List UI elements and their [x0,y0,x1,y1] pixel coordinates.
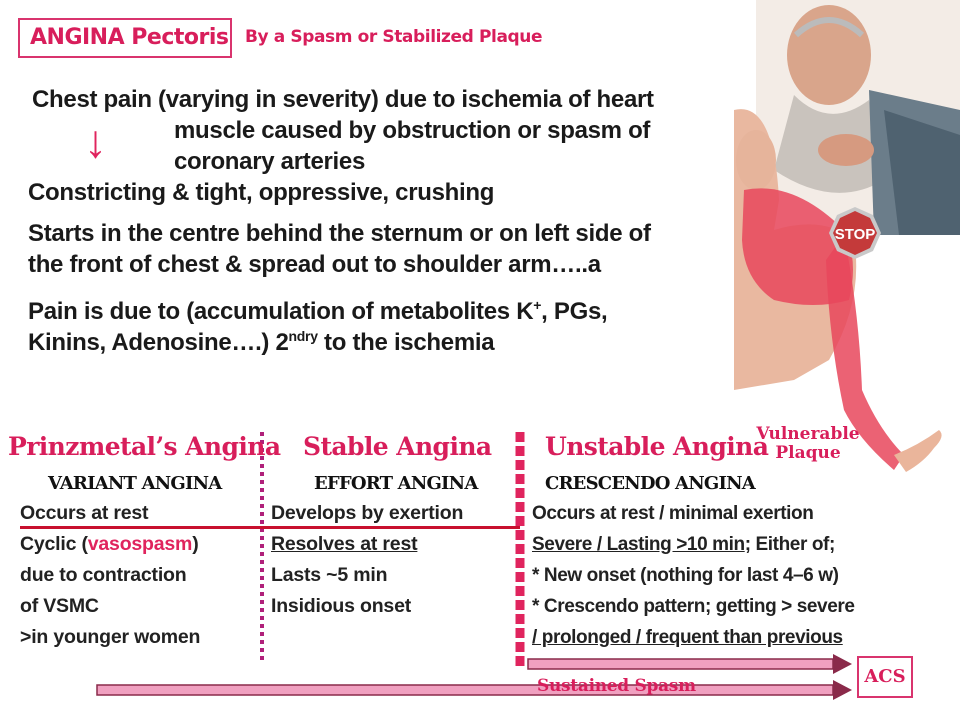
intro-line-4: Constricting & tight, oppressive, crushing [28,179,495,206]
down-arrow-icon: ↓ [84,115,107,167]
page-title: ANGINA Pectoris [18,18,232,58]
intro-line-8 [28,321,494,358]
intro-line-2: muscle caused by obstruction or spasm of [174,117,651,144]
unstable-item1-a: Occurs at rest [532,503,660,524]
stable-item: Lasts ~5 min [271,564,388,586]
prinzmetal-heading: Prinzmetal’s Angina [8,432,281,461]
stable-item: Resolves at rest [271,533,418,555]
vulnerable-label-line-2: Plaque [775,443,841,463]
vulnerable-label-line-1: Vulnerable [756,424,860,444]
intro-line-6: the front of chest & spread out to shoulder arm…..a [28,251,601,278]
stable-heading: Stable Angina [303,432,492,461]
unstable-item [532,498,855,529]
prinzmetal-item2-c: ) [192,533,199,555]
unstable-item [532,529,855,560]
unstable-item: * New onset (nothing for last 4–6 w) [532,565,839,586]
progression-arrows [0,650,860,710]
unstable-list [532,498,855,653]
prinzmetal-item: Occurs at rest [20,502,149,524]
prinzmetal-item: of VSMC [20,595,99,617]
acs-box: ACS [857,656,913,698]
intro-line-1: Chest pain (varying in severity) due to ischemia of heart [32,86,654,113]
separator-dashed [513,432,527,670]
intro-line-5: Starts in the centre behind the sternum or on left side of [28,220,651,247]
intro-line-3: coronary arteries [174,148,366,175]
intro-line-8-a: Kinins, Adenosine….) 2 [28,329,289,356]
stable-subheading: EFFORT ANGINA [314,473,478,494]
prinzmetal-subheading: VARIANT ANGINA [48,473,222,494]
sustained-spasm-label: Sustained Spasm [537,676,696,696]
unstable-subheading: CRESCENDO ANGINA [545,473,755,494]
unstable-heading: Unstable Angina [545,432,769,461]
stable-list [271,498,463,622]
stop-sign-text: STOP [834,226,876,243]
prinzmetal-item: due to contraction [20,564,187,586]
stable-item: Develops by exertion [271,502,464,524]
intro-line-8-sup: ndry [288,328,318,344]
unstable-item: * Crescendo pattern; getting > severe [532,596,855,617]
prinzmetal-item [20,529,200,560]
unstable-item1-b: / minimal exertion [659,503,814,524]
unstable-item: / prolonged / frequent than previous [532,627,843,648]
intro-line-7-a: Pain is due to (accumulation of metabolites K [28,298,534,325]
prinzmetal-item2-a: Cyclic ( [20,533,88,555]
separator-dotted [258,432,266,664]
prinzmetal-item: >in younger women [20,626,201,648]
unstable-item2-b: ; Either of; [744,534,835,555]
intro-line-7-b: , PGs, [541,298,608,325]
unstable-item2-a: Severe / Lasting >10 min [532,534,745,555]
stable-item: Insidious onset [271,595,412,617]
prinzmetal-list [20,498,200,653]
vasospasm-term: vasospasm [87,533,193,555]
page-subtitle: By a Spasm or Stabilized Plaque [245,27,543,47]
intro-line-8-b: to the ischemia [317,329,495,356]
intro-line-7-sup: + [533,297,542,313]
